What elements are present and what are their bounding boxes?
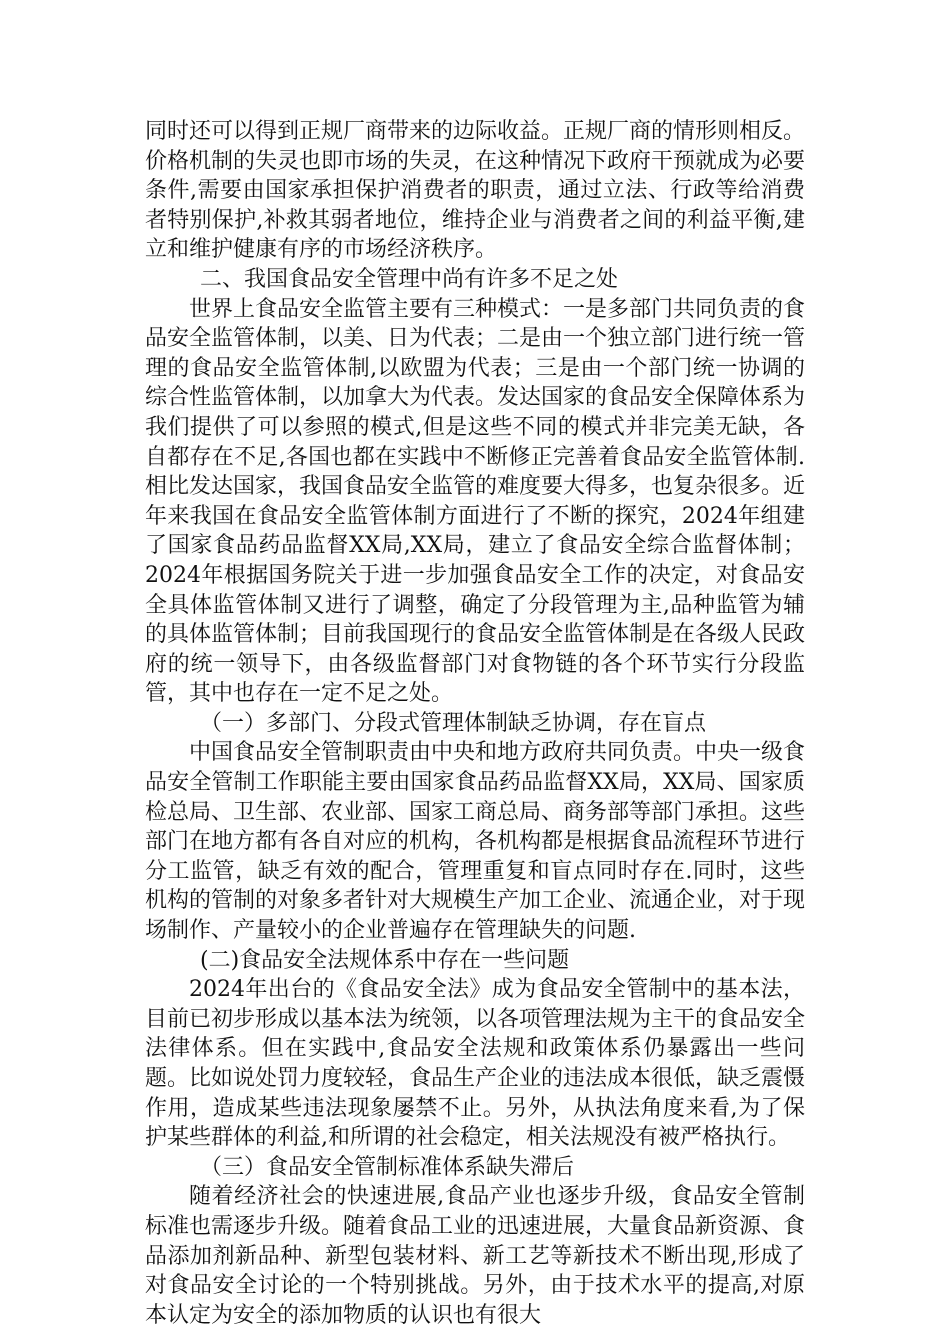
document-body (145, 117, 805, 1330)
subsection-heading-2: (二)食品安全法规体系中存在一些问题 (200, 947, 570, 973)
paragraph-responsibility: 中国食品安全管制职责由中央和地方政府共同负责。中央一级食品安全管制工作职能主要由国家食品药品监督XX局，XX局、国家质检总局、卫生部、农业部、国家工商总局、商务部等部门承担。这些部门在地方都有各自对应的机构，各机构都是根据食品流程环节进行分工监管，缺乏有效的配合，管理重复和盲点同时存在.同时，这些机构的管制的对象多者针对大规模生产加工企业、流通企业，对于现场制作、产量较小的企业普遍存在管理缺失的问题. (145, 740, 806, 944)
paragraph-continued: 同时还可以得到正规厂商带来的边际收益。正规厂商的情形则相反。价格机制的失灵也即市场的失灵，在这种情况下政府干预就成为必要条件,需要由国家承担保护消费者的职责，通过立法、行政等给消费者特别保护,补救其弱者地位，维持企业与消费者之间的利益平衡,建立和维护健康有序的市场经济秩序。 (145, 119, 806, 263)
paragraph-standards: 随着经济社会的快速进展,食品产业也逐步升级，食品安全管制标准也需逐步升级。随着食品工业的迅速进展，大量食品新资源、食品添加剂新品种、新型包装材料、新工艺等新技术不断出现,形成了对食品安全讨论的一个特别挑战。另外，由于技术水平的提高,对原本认定为安全的添加物质的认识也有很大 (145, 1184, 806, 1328)
paragraph-models: 世界上食品安全监管主要有三种模式：一是多部门共同负责的食品安全监管体制，以美、日为代表；二是由一个独立部门进行统一管理的食品安全监管体制,以欧盟为代表；三是由一个部门统一协调的综合性监管体制，以加拿大为代表。发达国家的食品安全保障体系为我们提供了可以参照的模式,但是这些不同的模式并非完美无缺，各自都存在不足,各国也都在实践中不断修正完善着食品安全监管体制.相比发达国家，我国食品安全监管的难度要大得多，也复杂很多。近年来我国在食品安全监管体制方面进行了不断的探究，2024年组建了国家食品药品监督XX局,XX局，建立了食品安全综合监督体制；2024年根据国务院关于进一步加强食品安全工作的决定，对食品安全具体监管体制又进行了调整，确定了分段管理为主,品种监管为辅的具体监管体制；目前我国现行的食品安全监管体制是在各级人民政府的统一领导下，由各级监督部门对食物链的各个环节实行分段监管，其中也存在一定不足之处。 (145, 296, 806, 707)
paragraph-law: 2024年出台的《食品安全法》成为食品安全管制中的基本法，目前已初步形成以基本法为统领，以各项管理法规为主干的食品安全法律体系。但在实践中,食品安全法规和政策体系仍暴露出一些问题。比如说处罚力度较轻，食品生产企业的违法成本很低，缺乏震慑作用，造成某些违法现象屡禁不止。另外，从执法角度来看,为了保护某些群体的利益,和所谓的社会稳定，相关法规没有被严格执行。 (145, 977, 806, 1151)
subsection-heading-3: （三）食品安全管制标准体系缺失滞后 (200, 1154, 575, 1180)
subsection-heading-1: （一）多部门、分段式管理体制缺乏协调，存在盲点 (200, 710, 707, 736)
section-heading-2: 二、我国食品安全管理中尚有许多不足之处 (200, 266, 619, 292)
